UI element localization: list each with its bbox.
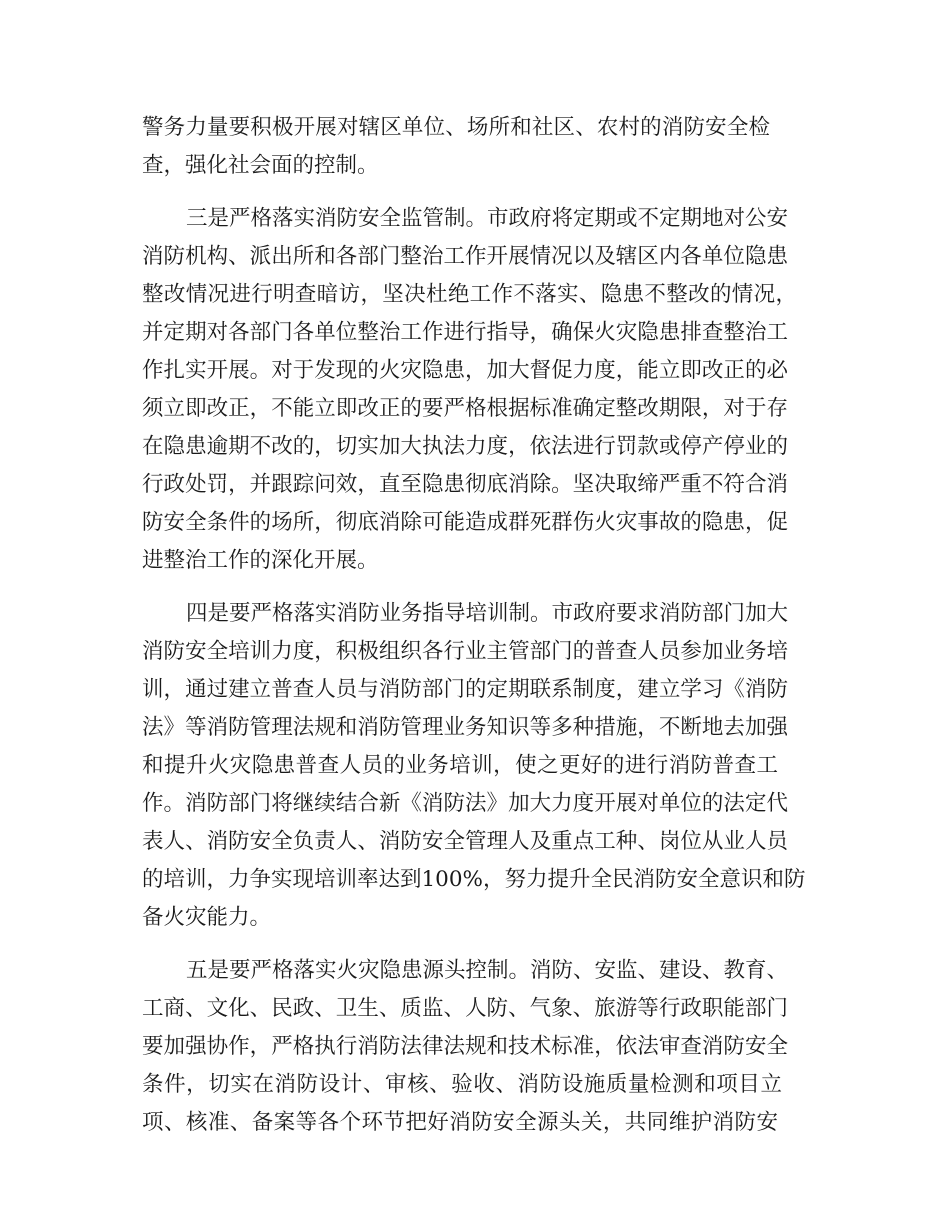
- text-line: 的培训，力争实现培训率达到100%，努力提升全民消防安全意识和防: [142, 867, 806, 892]
- paragraph-first-line: 四是要严格落实消防业务指导培训制。市政府要求消防部门加大: [186, 601, 789, 626]
- text-line: 表人、消防安全负责人、消防安全管理人及重点工种、岗位从业人员: [142, 829, 788, 854]
- text-line: 要加强协作，严格执行消防法律法规和技术标准，依法审查消防安全: [142, 1034, 788, 1059]
- text-line: 进整治工作的深化开展。: [142, 548, 379, 573]
- paragraph-first-line: 五是要严格落实火灾隐患源头控制。消防、安监、建设、教育、: [186, 958, 789, 983]
- text-line: 消防安全培训力度，积极组织各行业主管部门的普查人员参加业务培: [142, 639, 788, 664]
- text-line: 并定期对各部门各单位整治工作进行指导，确保火灾隐患排查整治工: [142, 320, 788, 345]
- text-line: 行政处罚，并跟踪问效，直至隐患彻底消除。坚决取缔严重不符合消: [142, 472, 788, 497]
- text-line: 备火灾能力。: [142, 905, 272, 930]
- text-line: 工商、文化、民政、卫生、质监、人防、气象、旅游等行政职能部门: [142, 996, 788, 1021]
- text-line: 查，强化社会面的控制。: [142, 153, 379, 178]
- text-line: 整改情况进行明查暗访，坚决杜绝工作不落实、隐患不整改的情况，: [142, 282, 797, 307]
- text-line: 和提升火灾隐患普查人员的业务培训，使之更好的进行消防普查工: [142, 753, 778, 778]
- text-line: 防安全条件的场所，彻底消除可能造成群死群伤火灾事故的隐患，促: [142, 510, 788, 535]
- text-line: 训，通过建立普查人员与消防部门的定期联系制度，建立学习《消防: [142, 677, 788, 702]
- text-line: 作。消防部门将继续结合新《消防法》加大力度开展对单位的法定代: [142, 791, 788, 816]
- text-line: 项、核准、备案等各个环节把好消防安全源头关，共同维护消防安: [142, 1110, 778, 1135]
- text-line: 法》等消防管理法规和消防管理业务知识等多种措施，不断地去加强: [142, 715, 788, 740]
- text-line: 作扎实开展。对于发现的火灾隐患，加大督促力度，能立即改正的必: [142, 358, 788, 383]
- text-line: 在隐患逾期不改的，切实加大执法力度，依法进行罚款或停产停业的: [142, 434, 788, 459]
- text-line: 条件，切实在消防设计、审核、验收、消防设施质量检测和项目立: [142, 1072, 782, 1097]
- text-line: 消防机构、派出所和各部门整治工作开展情况以及辖区内各单位隐患: [142, 244, 788, 269]
- text-line: 警务力量要积极开展对辖区单位、场所和社区、农村的消防安全检: [142, 115, 770, 140]
- text-line: 须立即改正，不能立即改正的要严格根据标准确定整改期限，对于存: [142, 396, 788, 421]
- paragraph-first-line: 三是严格落实消防安全监管制。市政府将定期或不定期地对公安: [186, 206, 789, 231]
